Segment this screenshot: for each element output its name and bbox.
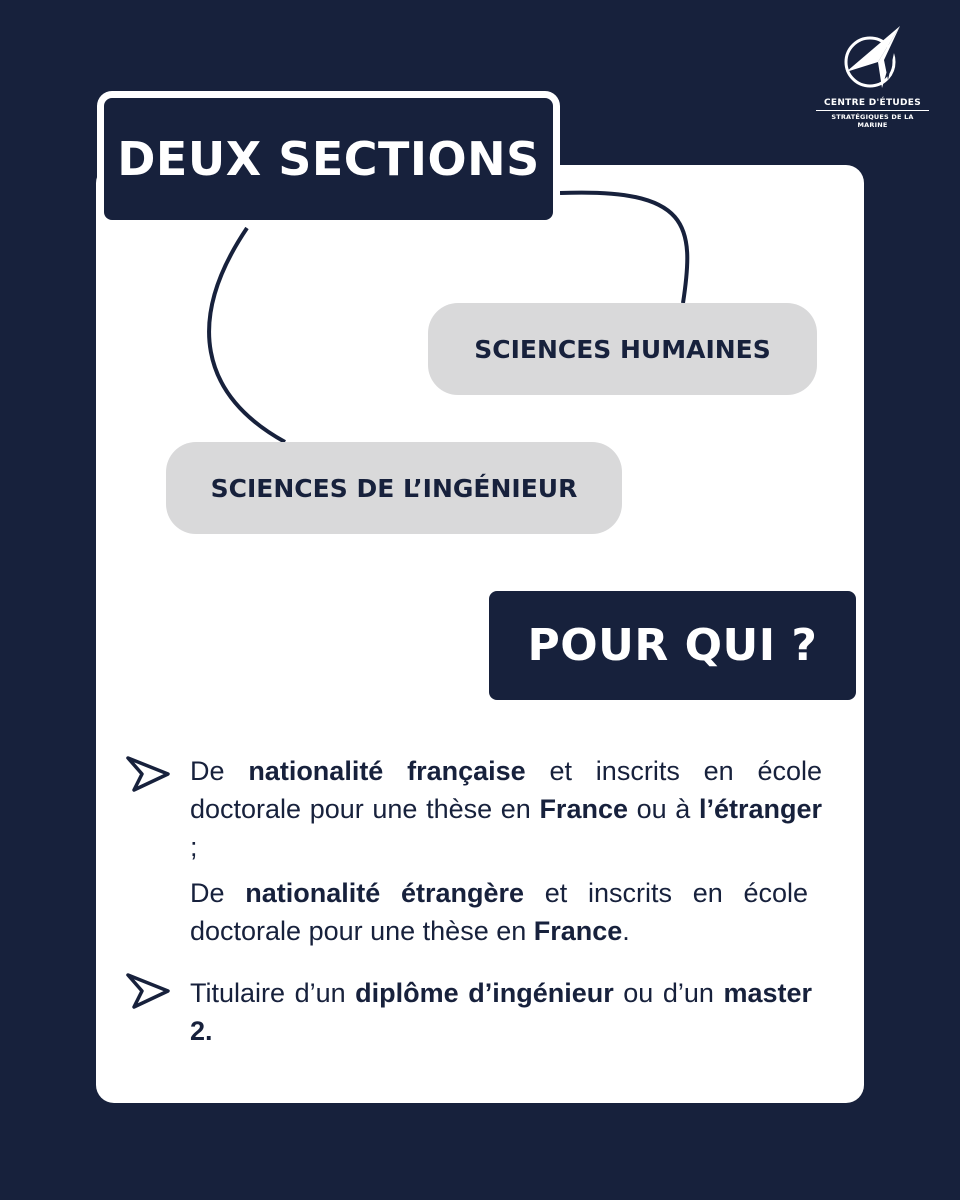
section-sciences-ingenieur: SCIENCES DE L’INGÉNIEUR xyxy=(166,442,622,534)
criterion-nationalite-etrangere: De nationalité étrangère et inscrits en école doctorale pour une thèse en France. xyxy=(190,878,808,946)
heading-pour-qui: POUR QUI ? xyxy=(489,591,856,700)
criterion-diplome: Titulaire d’un diplôme d’ingénieur ou d’un master 2. xyxy=(190,978,813,1046)
arrow-right-icon xyxy=(124,754,172,794)
heading-deux-sections: DEUX SECTIONS xyxy=(104,98,553,220)
logo-title: CENTRE D'ÉTUDES xyxy=(823,98,922,108)
criterion-nationalite-francaise: De nationalité française et inscrits en école doctorale pour une thèse en France ou à l’étranger ; xyxy=(190,756,822,862)
logo-subtitle: STRATÉGIQUES DE LA MARINE xyxy=(816,110,929,129)
section-sciences-humaines: SCIENCES HUMAINES xyxy=(428,303,817,395)
arrow-right-icon xyxy=(124,971,172,1011)
